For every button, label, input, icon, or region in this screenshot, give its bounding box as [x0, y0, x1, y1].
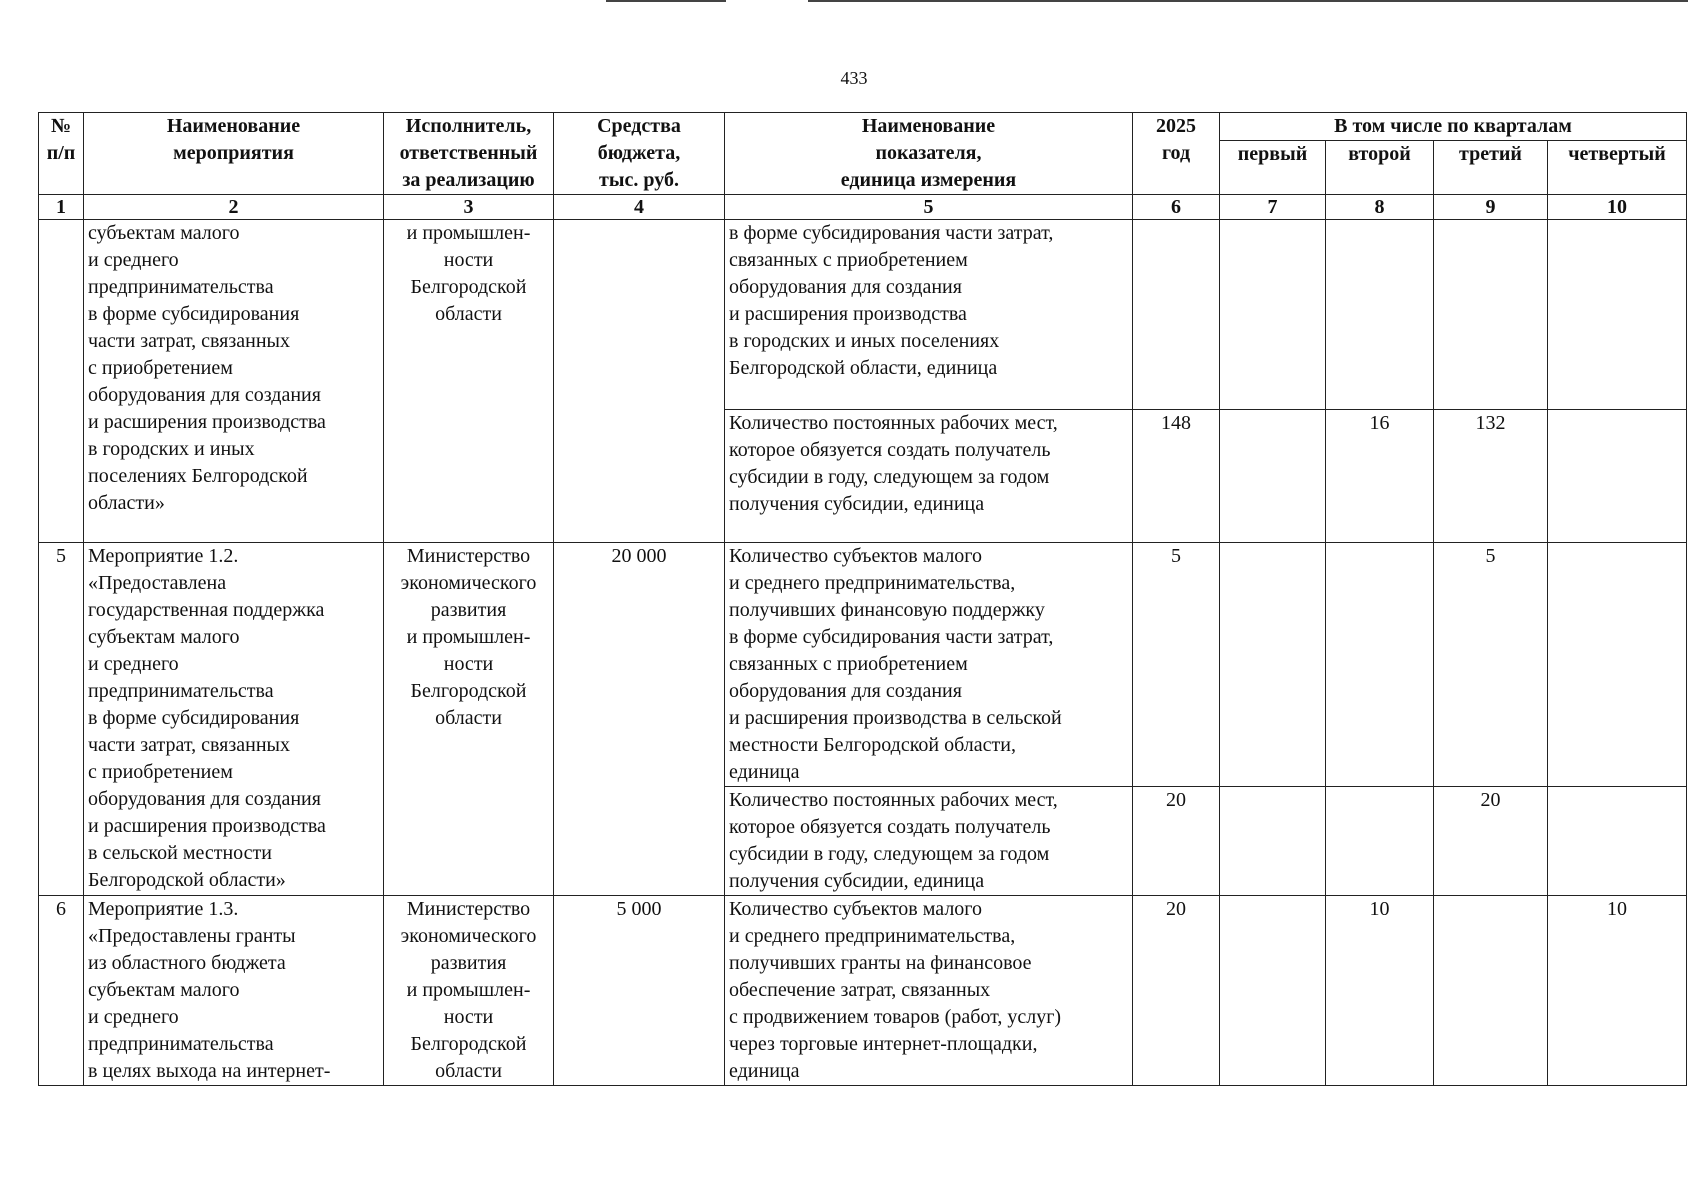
- header-executor: Исполнитель, ответственный за реализацию: [384, 113, 554, 195]
- indicator-q4: [1548, 787, 1687, 896]
- header-quarters-group: В том числе по кварталам: [1220, 113, 1687, 141]
- column-number: 1: [39, 195, 84, 220]
- column-number: 8: [1326, 195, 1434, 220]
- header-q3: третий: [1434, 141, 1548, 195]
- indicator-q2: [1326, 220, 1434, 410]
- indicator-q1: [1220, 787, 1326, 896]
- column-number: 9: [1434, 195, 1548, 220]
- indicator-q3: 20: [1434, 787, 1548, 896]
- row-num: 5: [39, 543, 84, 896]
- header-year: 2025 год: [1133, 113, 1220, 195]
- indicator-year: 20: [1133, 896, 1220, 1086]
- column-number: 5: [725, 195, 1133, 220]
- indicator-q4: 10: [1548, 896, 1687, 1086]
- budget: [554, 220, 725, 543]
- indicator-name: в форме субсидирования части затрат, связанных с приобретением оборудования для создания и расширения производства в городских и иных поселениях Белгородской области, единица: [725, 220, 1133, 410]
- indicator-q4: [1548, 410, 1687, 543]
- table-row: [39, 220, 1687, 410]
- table-row: [39, 896, 1687, 1086]
- header-num: № п/п: [39, 113, 84, 195]
- executor: Министерство экономического развития и промышлен- ности Белгородской области: [384, 543, 554, 896]
- budget: 5 000: [554, 896, 725, 1086]
- indicator-year: 20: [1133, 787, 1220, 896]
- indicator-q1: [1220, 543, 1326, 787]
- top-scan-line: [606, 0, 726, 2]
- header-row: [39, 113, 1687, 141]
- indicator-name: Количество постоянных рабочих мест, которое обязуется создать получатель субсидии в году, следующем за годом получения субсидии, единица: [725, 787, 1133, 896]
- column-number: 2: [84, 195, 384, 220]
- budget: 20 000: [554, 543, 725, 896]
- row-num: [39, 220, 84, 543]
- indicator-q1: [1220, 220, 1326, 410]
- activity-name: Мероприятие 1.3. «Предоставлены гранты из областного бюджета субъектам малого и среднего предпринимательства в целях выхода на интернет-: [84, 896, 384, 1086]
- indicator-name: Количество субъектов малого и среднего предпринимательства, получивших финансовую поддержку в форме субсидирования части затрат, связанных с приобретением оборудования для создания и расширения производства в сельской местности Белгородской области, единица: [725, 543, 1133, 787]
- indicator-q4: [1548, 543, 1687, 787]
- indicator-q2: 10: [1326, 896, 1434, 1086]
- executor: Министерство экономического развития и промышлен- ности Белгородской области: [384, 896, 554, 1086]
- table-row: [39, 543, 1687, 787]
- column-number: 6: [1133, 195, 1220, 220]
- activity-name: Мероприятие 1.2. «Предоставлена государственная поддержка субъектам малого и среднего предпринимательства в форме субсидирования части затрат, связанных с приобретением оборудования для создания и расширения производства в сельской местности Белгородской области»: [84, 543, 384, 896]
- indicator-q1: [1220, 410, 1326, 543]
- indicator-name: Количество субъектов малого и среднего предпринимательства, получивших гранты на финансовое обеспечение затрат, связанных с продвижением товаров (работ, услуг) через торговые интернет-площадки, единица: [725, 896, 1133, 1086]
- page-number: 433: [840, 68, 868, 88]
- indicator-q3: [1434, 896, 1548, 1086]
- indicator-name: Количество постоянных рабочих мест, которое обязуется создать получатель субсидии в году, следующем за годом получения субсидии, единица: [725, 410, 1133, 543]
- indicator-year: [1133, 220, 1220, 410]
- indicator-year: 5: [1133, 543, 1220, 787]
- indicator-q4: [1548, 220, 1687, 410]
- indicator-q3: 132: [1434, 410, 1548, 543]
- indicator-q2: [1326, 787, 1434, 896]
- activities-table: [38, 112, 1687, 1086]
- activity-name: субъектам малого и среднего предпринимательства в форме субсидирования части затрат, связанных с приобретением оборудования для создания и расширения производства в городских и иных поселениях Белгородской области»: [84, 220, 384, 543]
- column-number: 4: [554, 195, 725, 220]
- header-budget: Средства бюджета, тыс. руб.: [554, 113, 725, 195]
- header-q2: второй: [1326, 141, 1434, 195]
- executor: и промышлен- ности Белгородской области: [384, 220, 554, 543]
- indicator-q3: [1434, 220, 1548, 410]
- header-q1: первый: [1220, 141, 1326, 195]
- indicator-q3: 5: [1434, 543, 1548, 787]
- indicator-q1: [1220, 896, 1326, 1086]
- column-numbers-row: [39, 195, 1687, 220]
- header-indicator: Наименование показателя, единица измерения: [725, 113, 1133, 195]
- indicator-year: 148: [1133, 410, 1220, 543]
- column-number: 10: [1548, 195, 1687, 220]
- top-scan-line: [808, 0, 1688, 2]
- header-q4: четвертый: [1548, 141, 1687, 195]
- indicator-q2: [1326, 543, 1434, 787]
- column-number: 3: [384, 195, 554, 220]
- column-number: 7: [1220, 195, 1326, 220]
- indicator-q2: 16: [1326, 410, 1434, 543]
- row-num: 6: [39, 896, 84, 1086]
- header-name: Наименование мероприятия: [84, 113, 384, 195]
